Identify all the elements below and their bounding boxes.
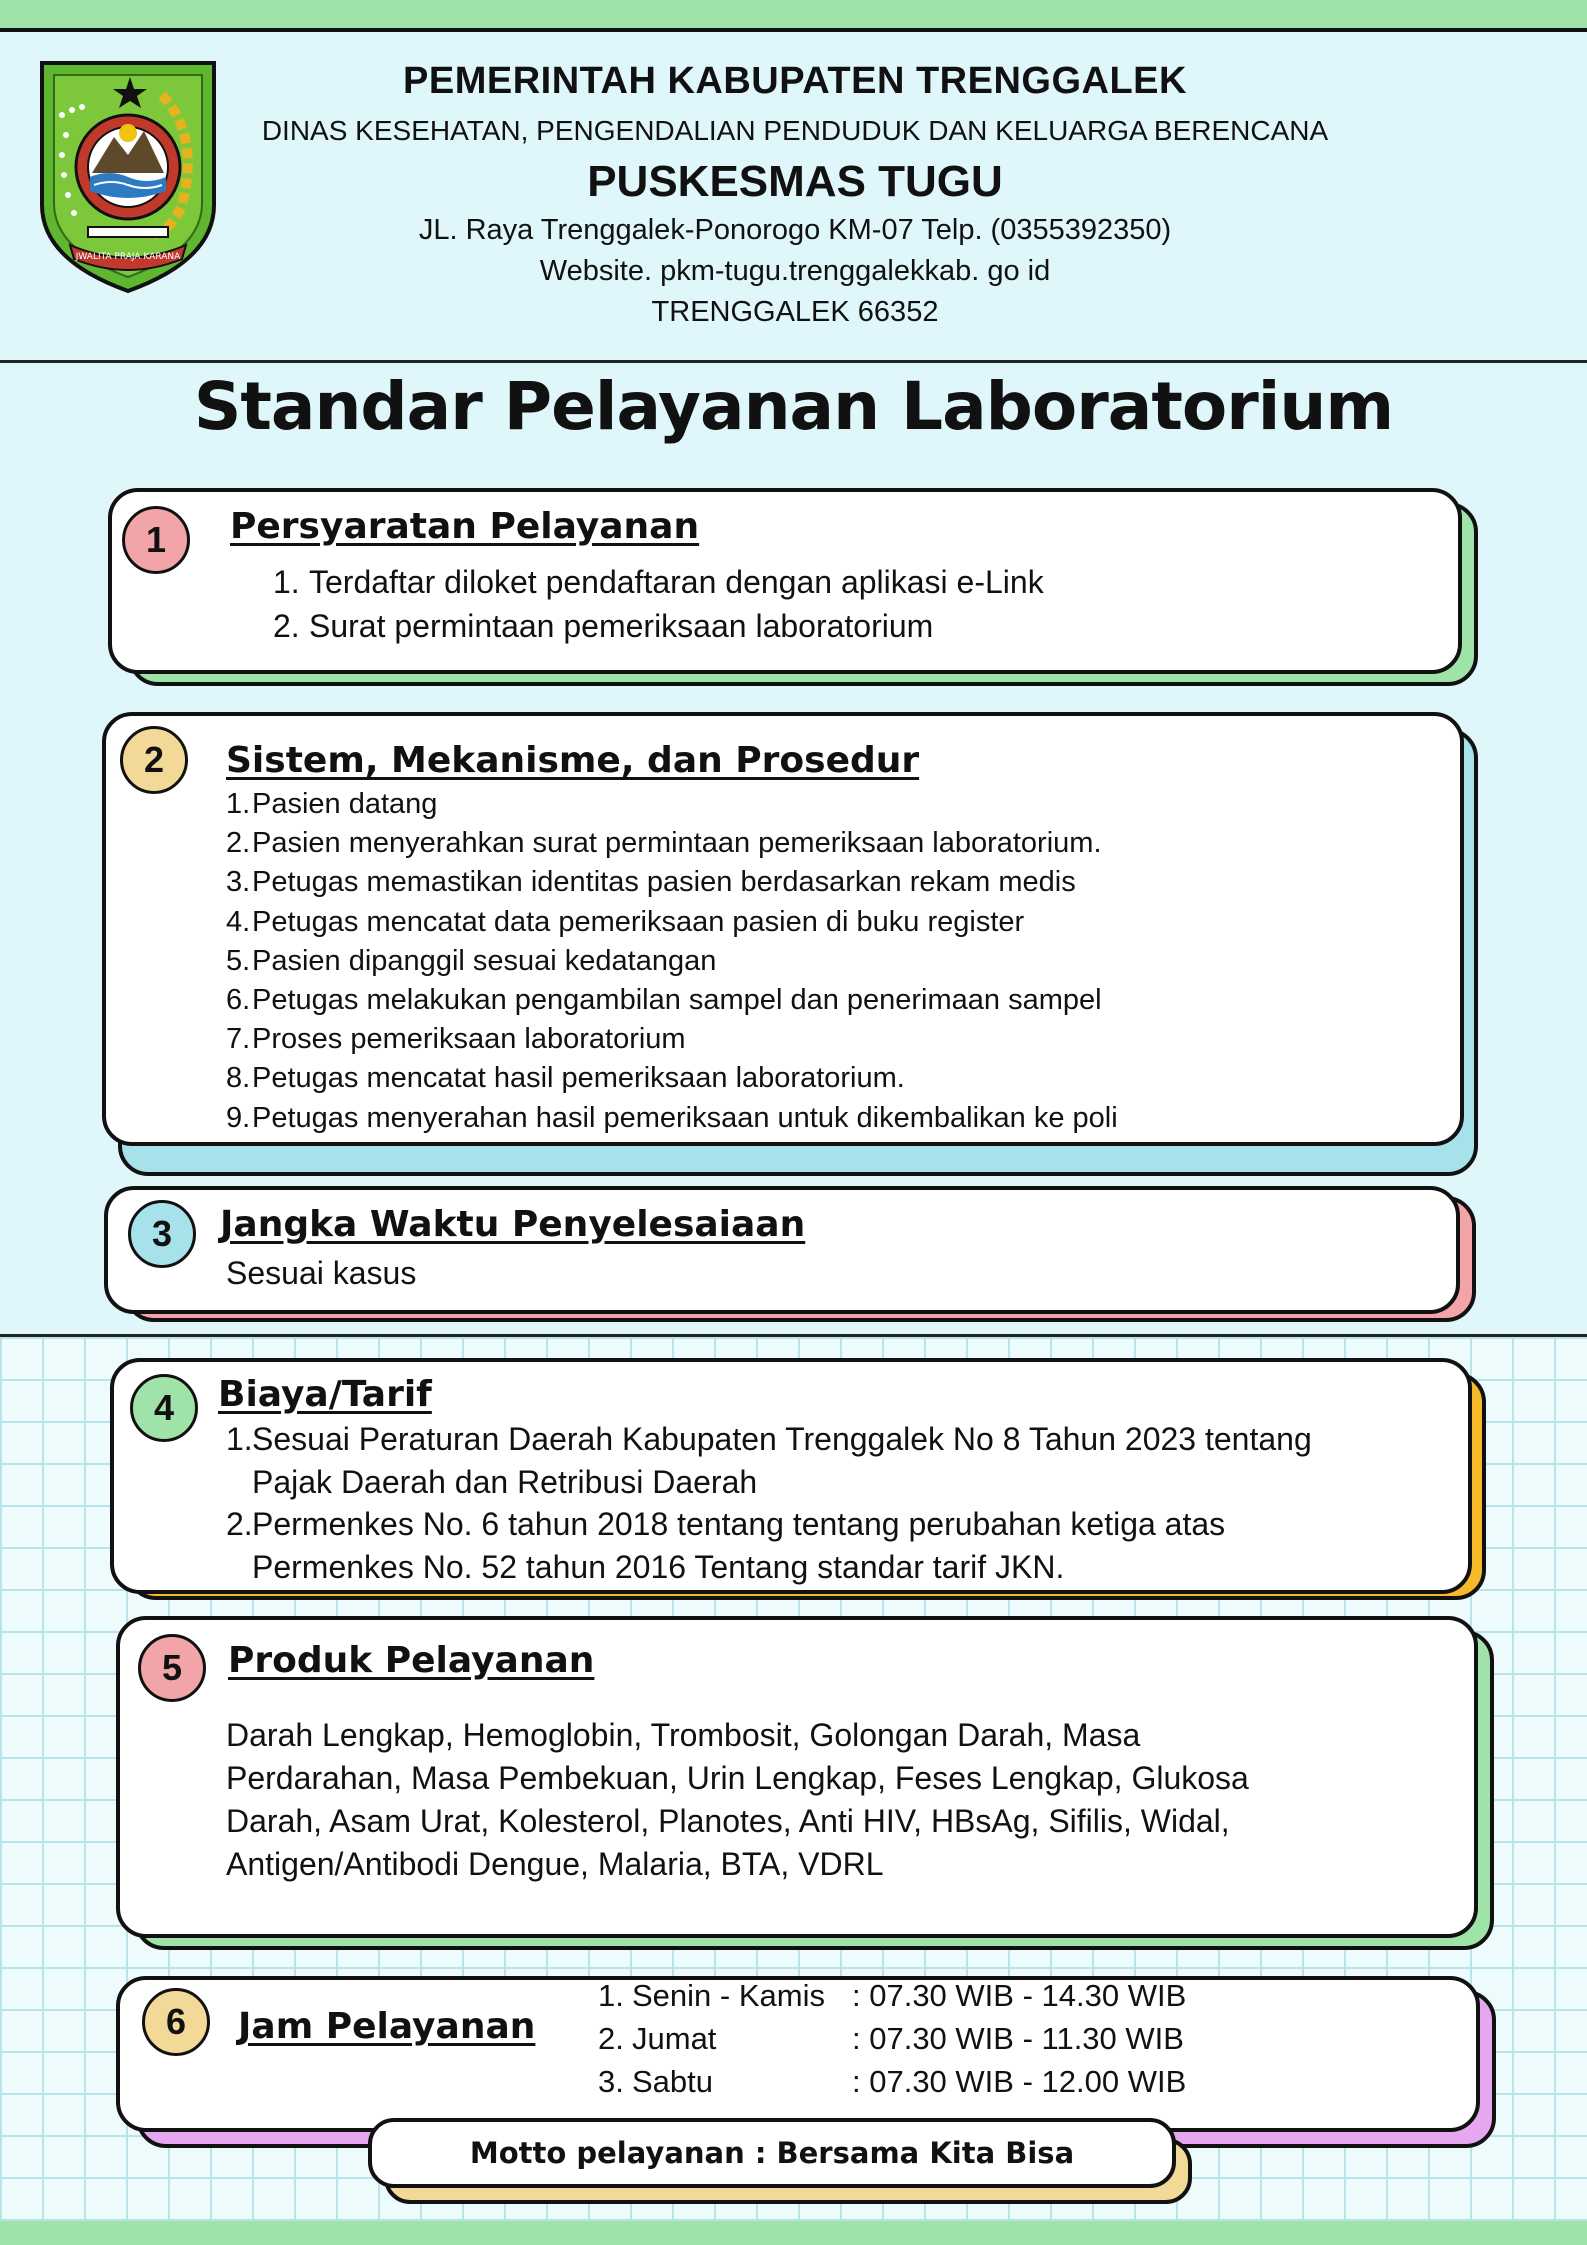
svg-text:JWALITA PRAJA KARANA: JWALITA PRAJA KARANA	[75, 252, 181, 262]
procedure-list	[226, 785, 1118, 1138]
requirements-list	[273, 560, 1044, 648]
list-item: 5.Pasien dipanggil sesuai kedatangan	[226, 944, 717, 977]
section-number-badge: 2	[120, 726, 188, 794]
section-number-badge: 3	[128, 1200, 196, 1268]
section-title: Produk Pelayanan	[228, 1640, 595, 1681]
section-title: Jangka Waktu Penyelesaiaan	[220, 1204, 806, 1245]
hours-list	[598, 1974, 1186, 2103]
list-item: 9.Petugas menyerahan hasil pemeriksaan untuk dikembalikan ke poli	[226, 1101, 1118, 1134]
list-item: 6.Petugas melakukan pengambilan sampel dan penerimaan sampel	[226, 984, 1102, 1017]
list-item: 1. Senin - Kamis : 07.30 WIB - 14.30 WIB	[598, 1978, 1187, 2013]
section-number-badge: 1	[122, 506, 190, 574]
list-item: 4.Petugas mencatat data pemeriksaan pasien di buku register	[226, 905, 1025, 938]
section-title: Sistem, Mekanisme, dan Prosedur	[226, 740, 920, 781]
kabupaten-logo-icon	[32, 55, 224, 295]
list-item: 2.Pasien menyerahkan surat permintaan pemeriksaan laboratorium.	[226, 827, 1102, 860]
section-products	[116, 1616, 1496, 1952]
fees-list	[226, 1418, 1312, 1588]
header-address: JL. Raya Trenggalek-Ponorogo KM-07 Telp. (0355392350)	[418, 214, 1172, 246]
list-item: 2. Jumat : 07.30 WIB - 11.30 WIB	[598, 2021, 1184, 2056]
section-number-badge: 4	[130, 1374, 198, 1442]
header-department: DINAS KESEHATAN, PENGENDALIAN PENDUDUK DAN KELUARGA BERENCANA	[261, 115, 1329, 146]
section-fees	[110, 1358, 1490, 1602]
section-title: Biaya/Tarif	[218, 1374, 432, 1415]
header-puskesmas: PUSKESMAS TUGU	[587, 157, 1003, 206]
list-item: 2. Surat permintaan pemeriksaan laboratorium	[273, 608, 934, 644]
list-item: 2.Permenkes No. 6 tahun 2018 tentang tentang perubahan ketiga atas Permenkes No. 52 tahun 2016 Tentang standar tarif JKN.	[226, 1506, 1226, 1585]
list-item: 1. Terdaftar diloket pendaftaran dengan aplikasi e-Link	[273, 564, 1044, 600]
section-title: Persyaratan Pelayanan	[230, 506, 700, 547]
list-item: 3. Sabtu : 07.30 WIB - 12.00 WIB	[598, 2064, 1187, 2099]
header-city: TRENGGALEK 66352	[651, 296, 939, 328]
list-item: 1.Pasien datang	[226, 788, 438, 820]
motto-banner	[368, 2118, 1192, 2190]
header-website: Website. pkm-tugu.trenggalekkab. go id	[539, 255, 1051, 287]
section-title: Jam Pelayanan	[238, 2006, 536, 2047]
top-band	[0, 0, 1587, 32]
section-procedure	[102, 712, 1480, 1162]
motto-text: Motto pelayanan : Bersama Kita Bisa	[368, 2118, 1176, 2188]
section-number-badge: 5	[138, 1634, 206, 1702]
products-text: Darah Lengkap, Hemoglobin, Trombosit, Golongan Darah, Masa Perdarahan, Masa Pembekuan, Urin Lengkap, Feses Lengkap, Glukosa Darah, Asam Urat, Kolesterol, Planotes, Anti HIV, HBsAg, Sifilis, Widal, Antigen/Antibodi Dengue, Malaria, BTA, VDRL	[226, 1717, 1249, 1882]
header-divider	[0, 360, 1587, 363]
section-requirements	[108, 488, 1480, 688]
list-item: 3.Petugas memastikan identitas pasien berdasarkan rekam medis	[226, 866, 1076, 899]
section-number-badge: 6	[142, 1988, 210, 2056]
list-item: 8.Petugas mencatat hasil pemeriksaan laboratorium.	[226, 1062, 905, 1095]
list-item: 7.Proses pemeriksaan laboratorium	[226, 1023, 686, 1056]
bottom-band	[0, 2221, 1587, 2245]
duration-text: Sesuai kasus	[226, 1255, 417, 1291]
list-item: 1.Sesuai Peraturan Daerah Kabupaten Trenggalek No 8 Tahun 2023 tentang Pajak Daerah dan Retribusi Daerah	[226, 1421, 1312, 1500]
page-title: Standar Pelayanan Laboratorium	[193, 368, 1394, 445]
section-duration	[104, 1186, 1480, 1326]
header-government: PEMERINTAH KABUPATEN TRENGGALEK	[403, 60, 1187, 102]
